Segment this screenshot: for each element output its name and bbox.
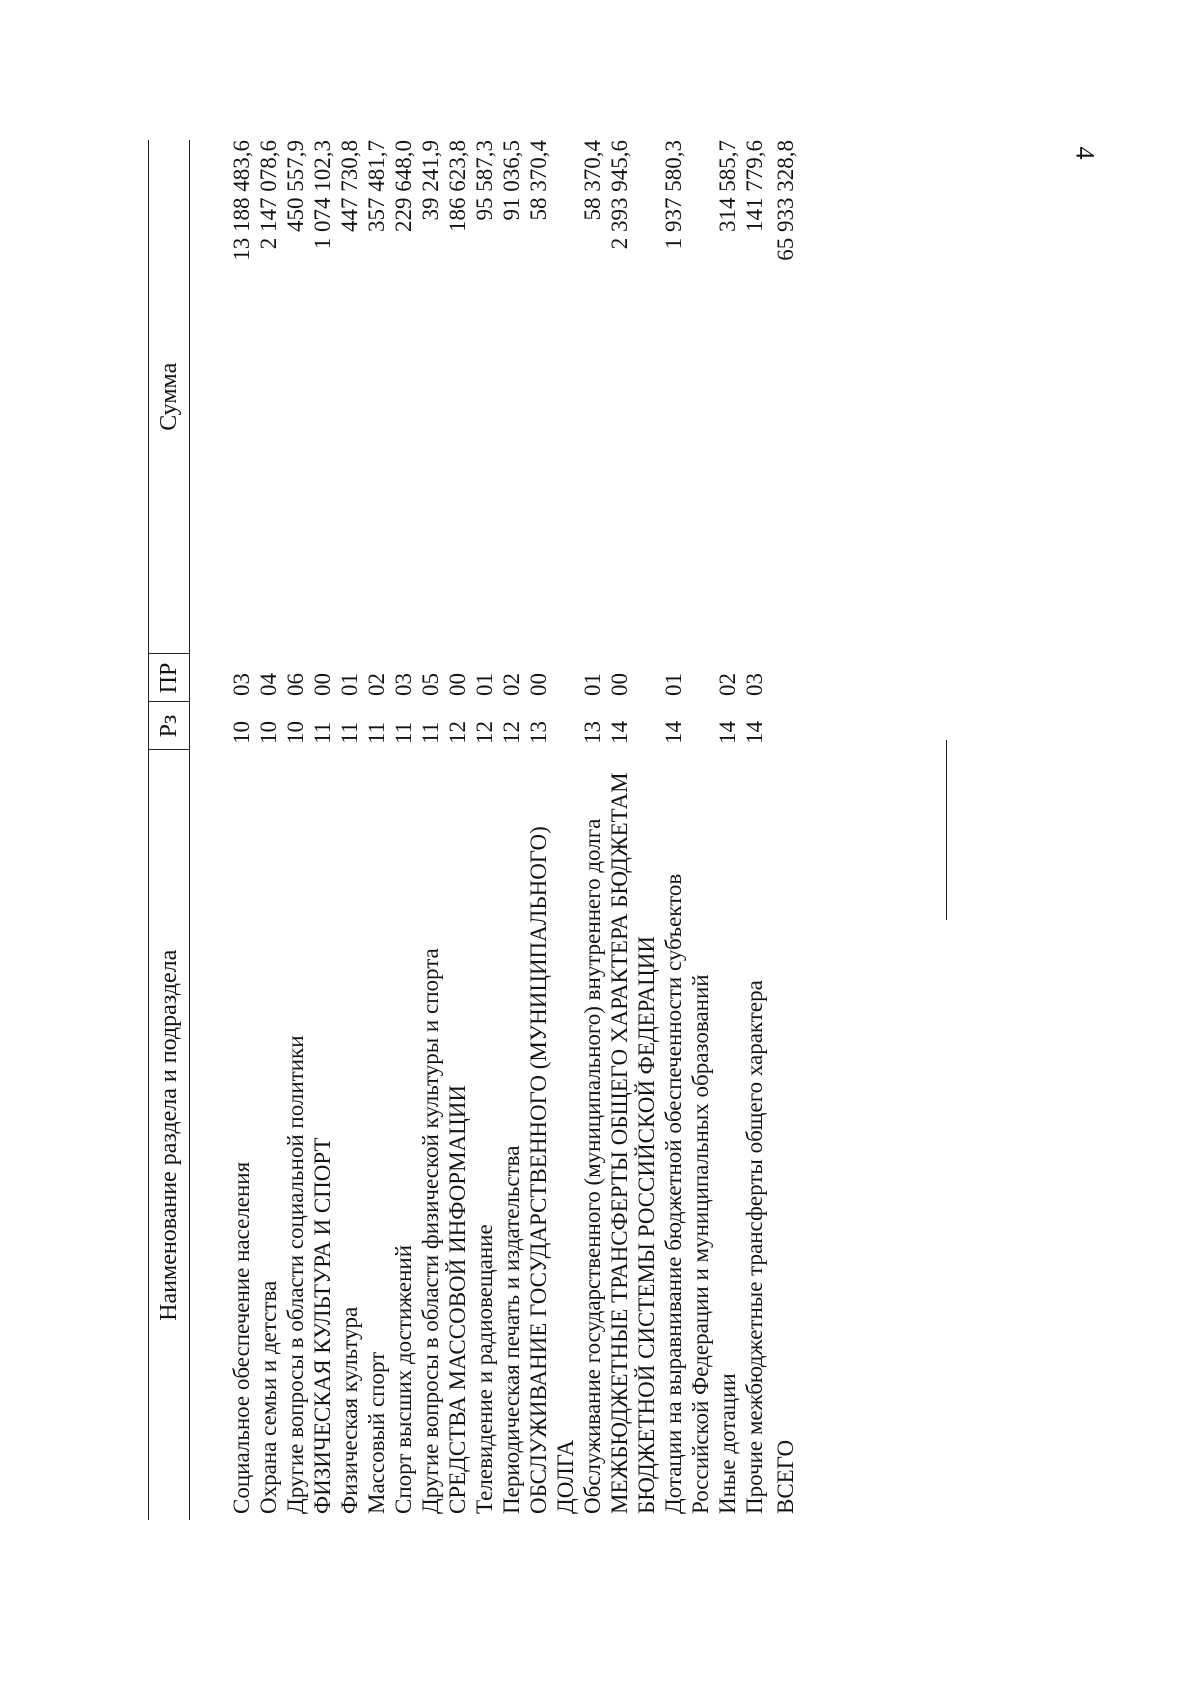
total-sum-value: 65 933 328,8 <box>773 140 798 261</box>
row-pr: 00 <box>310 673 335 696</box>
row-sum-value: 314 585,7 <box>715 140 740 232</box>
row-sum <box>228 140 255 654</box>
row-rz: 12 <box>472 721 497 744</box>
row-sum <box>498 140 525 654</box>
table-row <box>336 140 363 1520</box>
table-row <box>390 140 417 1520</box>
row-pr: 00 <box>526 673 551 696</box>
total-sum <box>768 140 799 654</box>
budget-table <box>148 140 799 1520</box>
row-sum <box>282 140 309 654</box>
row-rz: 11 <box>310 721 335 744</box>
row-pr: 02 <box>364 673 389 696</box>
header-rz: Рз <box>149 702 190 750</box>
rotated-sheet <box>148 140 868 1520</box>
row-pr: 03 <box>742 673 767 696</box>
row-pr: 02 <box>715 673 740 696</box>
row-pr: 06 <box>283 673 308 696</box>
table-row <box>471 140 498 1520</box>
row-name: ФИЗИЧЕСКАЯ КУЛЬТУРА И СПОРТ <box>310 1137 335 1514</box>
row-name: Телевидение и радиовещание <box>472 1224 497 1514</box>
table-row <box>660 140 714 1520</box>
header-pr: ПР <box>149 654 190 702</box>
row-rz: 10 <box>283 721 308 744</box>
row-sum <box>606 140 660 654</box>
row-rz: 10 <box>229 721 254 744</box>
row-rz: 10 <box>256 721 281 744</box>
table-row <box>606 140 660 1520</box>
row-name: МЕЖБЮДЖЕТНЫЕ ТРАНСФЕРТЫ ОБЩЕГО ХАРАКТЕРА БЮДЖЕТАМ БЮДЖЕТНОЙ СИСТЕМЫ РОССИЙСКОЙ ФЕДЕРАЦИИ <box>607 772 659 1514</box>
row-sum <box>309 140 336 654</box>
row-pr: 03 <box>229 673 254 696</box>
row-pr: 02 <box>499 673 524 696</box>
row-name: Обслуживание государственного (муниципального) внутреннего долга <box>580 818 605 1514</box>
row-pr: 04 <box>256 673 281 696</box>
row-sum-value: 13 188 483,6 <box>229 140 254 261</box>
row-name: Иные дотации <box>715 1373 740 1514</box>
row-sum-value: 2 393 945,6 <box>607 140 632 250</box>
row-rz: 12 <box>445 721 470 744</box>
row-rz: 11 <box>418 721 443 744</box>
row-rz: 12 <box>499 721 524 744</box>
row-rz: 13 <box>526 721 551 744</box>
total-row <box>768 140 799 1520</box>
row-name: Социальное обеспечение населения <box>229 1161 254 1514</box>
row-name: Другие вопросы в области социальной политики <box>283 1035 308 1514</box>
row-sum <box>741 140 768 654</box>
row-pr: 00 <box>607 673 632 696</box>
row-rz: 11 <box>337 721 362 744</box>
row-sum-value: 58 370,4 <box>580 140 605 221</box>
row-name: Дотации на выравнивание бюджетной обеспеченности субъектов Российской Федерации и муниципальных образований <box>661 873 713 1514</box>
table-row <box>525 140 579 1520</box>
row-name: Физическая культура <box>337 1306 362 1514</box>
table-row <box>363 140 390 1520</box>
budget-table-wrapper <box>148 140 799 1520</box>
row-pr: 01 <box>472 673 497 696</box>
row-name: Охрана семьи и детства <box>256 1280 281 1514</box>
row-sum <box>336 140 363 654</box>
row-rz: 11 <box>364 721 389 744</box>
row-sum-value: 447 730,8 <box>337 140 362 232</box>
row-name: Периодическая печать и издательства <box>499 1145 524 1514</box>
row-sum <box>363 140 390 654</box>
row-name: Прочие межбюджетные трансферты общего характера <box>742 980 767 1514</box>
row-rz: 14 <box>742 721 767 744</box>
row-rz: 14 <box>715 721 740 744</box>
table-row <box>579 140 606 1520</box>
row-name: Спорт высших достижений <box>391 1244 416 1514</box>
total-label: ВСЕГО <box>773 1439 798 1514</box>
row-sum-value: 357 481,7 <box>364 140 389 232</box>
row-sum <box>579 140 606 654</box>
table-row <box>228 140 255 1520</box>
row-sum <box>417 140 444 654</box>
end-rule <box>946 740 947 920</box>
row-sum-value: 58 370,4 <box>526 140 551 221</box>
table-row <box>714 140 741 1520</box>
table-row <box>444 140 471 1520</box>
table-row <box>255 140 282 1520</box>
row-sum-value: 186 623,8 <box>445 140 470 232</box>
row-sum-value: 450 557,9 <box>283 140 308 232</box>
total-pr <box>768 654 799 702</box>
row-sum-value: 1 937 580,3 <box>661 140 686 250</box>
row-name: Массовый спорт <box>364 1351 389 1514</box>
row-sum-value: 2 147 078,6 <box>256 140 281 250</box>
row-sum <box>525 140 579 654</box>
table-row <box>417 140 444 1520</box>
table-row <box>498 140 525 1520</box>
row-name: Другие вопросы в области физической культуры и спорта <box>418 948 443 1514</box>
row-sum <box>444 140 471 654</box>
header-name: Наименование раздела и подраздела <box>149 750 190 1520</box>
row-sum <box>390 140 417 654</box>
row-sum-value: 39 241,9 <box>418 140 443 221</box>
table-row <box>282 140 309 1520</box>
row-pr: 01 <box>580 673 605 696</box>
header-spacer <box>190 140 229 1520</box>
page-number: 4 <box>1070 146 1100 160</box>
row-pr: 01 <box>337 673 362 696</box>
row-rz: 13 <box>580 721 605 744</box>
row-rz: 11 <box>391 721 416 744</box>
row-pr: 00 <box>445 673 470 696</box>
row-sum <box>471 140 498 654</box>
row-rz: 14 <box>661 721 686 744</box>
total-rz <box>768 702 799 750</box>
row-sum-value: 91 036,5 <box>499 140 524 221</box>
row-rz: 14 <box>607 721 632 744</box>
row-sum-value: 1 074 102,3 <box>310 140 335 250</box>
table-row <box>741 140 768 1520</box>
row-sum <box>714 140 741 654</box>
row-sum-value: 229 648,0 <box>391 140 416 232</box>
row-sum-value: 95 587,3 <box>472 140 497 221</box>
row-sum <box>660 140 714 654</box>
row-pr: 01 <box>661 673 686 696</box>
row-sum-value: 141 779,6 <box>742 140 767 232</box>
row-pr: 05 <box>418 673 443 696</box>
row-pr: 03 <box>391 673 416 696</box>
row-sum <box>255 140 282 654</box>
row-name: СРЕДСТВА МАССОВОЙ ИНФОРМАЦИИ <box>445 1085 470 1514</box>
table-header-row <box>149 140 190 1520</box>
header-sum: Сумма <box>149 140 190 654</box>
row-name: ОБСЛУЖИВАНИЕ ГОСУДАРСТВЕННОГО (МУНИЦИПАЛЬНОГО) ДОЛГА <box>526 826 578 1514</box>
table-row <box>309 140 336 1520</box>
